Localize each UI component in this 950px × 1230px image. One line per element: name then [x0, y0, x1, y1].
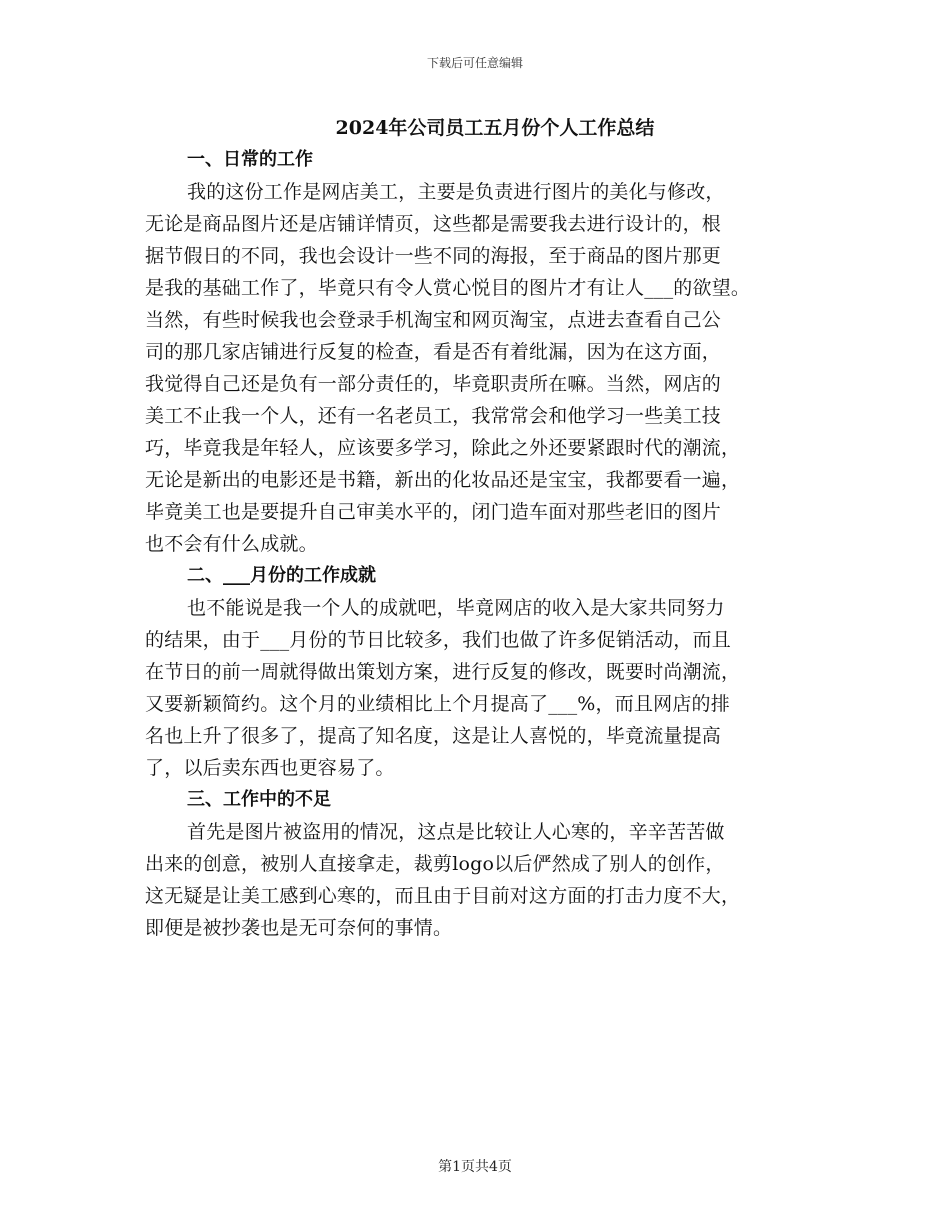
paragraph-line: 当然，有些时候我也会登录手机淘宝和网页淘宝，点进去查看自己公 [145, 309, 722, 331]
paragraph-line: 毕竟美工也是要提升自己审美水平的，闭门造车面对那些老旧的图片 [145, 501, 722, 523]
paragraph-line: 美工不止我一个人，还有一名老员工，我常常会和他学习一些美工技 [145, 405, 722, 427]
section-paragraph [145, 176, 825, 560]
paragraph-line: 出来的创意，被别人直接拿走，裁剪logo以后俨然成了别人的创作， [145, 853, 725, 875]
section-heading-daily-work: 一、日常的工作 [187, 149, 313, 170]
paragraph-line: 在节日的前一周就得做出策划方案，进行反复的修改，既要时尚潮流， [145, 661, 741, 683]
paragraph-line: 我的这份工作是网店美工，主要是负责进行图片的美化与修改， [187, 181, 725, 203]
paragraph-line: 也不能说是我一个人的成就吧，毕竟网店的收入是大家共同努力 [187, 597, 725, 619]
document-title: 2024年公司员工五月份个人工作总结 [335, 117, 655, 139]
section-paragraph [145, 816, 825, 944]
paragraph-line: 也不会有什么成就。 [145, 533, 318, 555]
section-heading-shortcomings: 三、工作中的不足 [187, 789, 331, 810]
page-header-note: 下载后可任意编辑 [426, 56, 523, 70]
document-body [145, 112, 825, 944]
paragraph-line: 这无疑是让美工感到心寒的，而且由于目前对这方面的打击力度不大， [145, 885, 741, 907]
paragraph-line: 的结果，由于___月份的节日比较多，我们也做了许多促销活动，而且 [145, 629, 731, 651]
page-number-footer: 第1页共4页 [438, 1159, 512, 1175]
paragraph-line: 据节假日的不同，我也会设计一些不同的海报，至于商品的图片那更 [145, 245, 722, 267]
paragraph-line: 又要新颖简约。这个月的业绩相比上个月提高了___%，而且网店的排 [145, 693, 730, 715]
paragraph-line: 无论是商品图片还是店铺详情页，这些都是需要我去进行设计的，根 [145, 213, 722, 235]
section-paragraph [145, 592, 825, 784]
paragraph-line: 首先是图片被盗用的情况，这点是比较让人心寒的，辛辛苦苦做 [187, 821, 725, 843]
paragraph-line: 是我的基础工作了，毕竟只有令人赏心悦目的图片才有让人___的欲望。 [145, 277, 751, 299]
paragraph-line: 司的那几家店铺进行反复的检查，看是否有着纰漏，因为在这方面， [145, 341, 722, 363]
paragraph-line: 巧，毕竟我是年轻人，应该要多学习，除此之外还要紧跟时代的潮流， [145, 437, 741, 459]
paragraph-line: 名也上升了很多了，提高了知名度，这是让人喜悦的，毕竟流量提高 [145, 725, 722, 747]
section-heading-monthly-achievements: 二、___月份的工作成就 [187, 565, 376, 586]
paragraph-line: 了，以后卖东西也更容易了。 [145, 757, 395, 779]
paragraph-line: 无论是新出的电影还是书籍，新出的化妆品还是宝宝，我都要看一遍， [145, 469, 741, 491]
paragraph-line: 我觉得自己还是负有一部分责任的，毕竟职责所在嘛。当然，网店的 [145, 373, 722, 395]
paragraph-line: 即便是被抄袭也是无可奈何的事情。 [145, 917, 453, 939]
